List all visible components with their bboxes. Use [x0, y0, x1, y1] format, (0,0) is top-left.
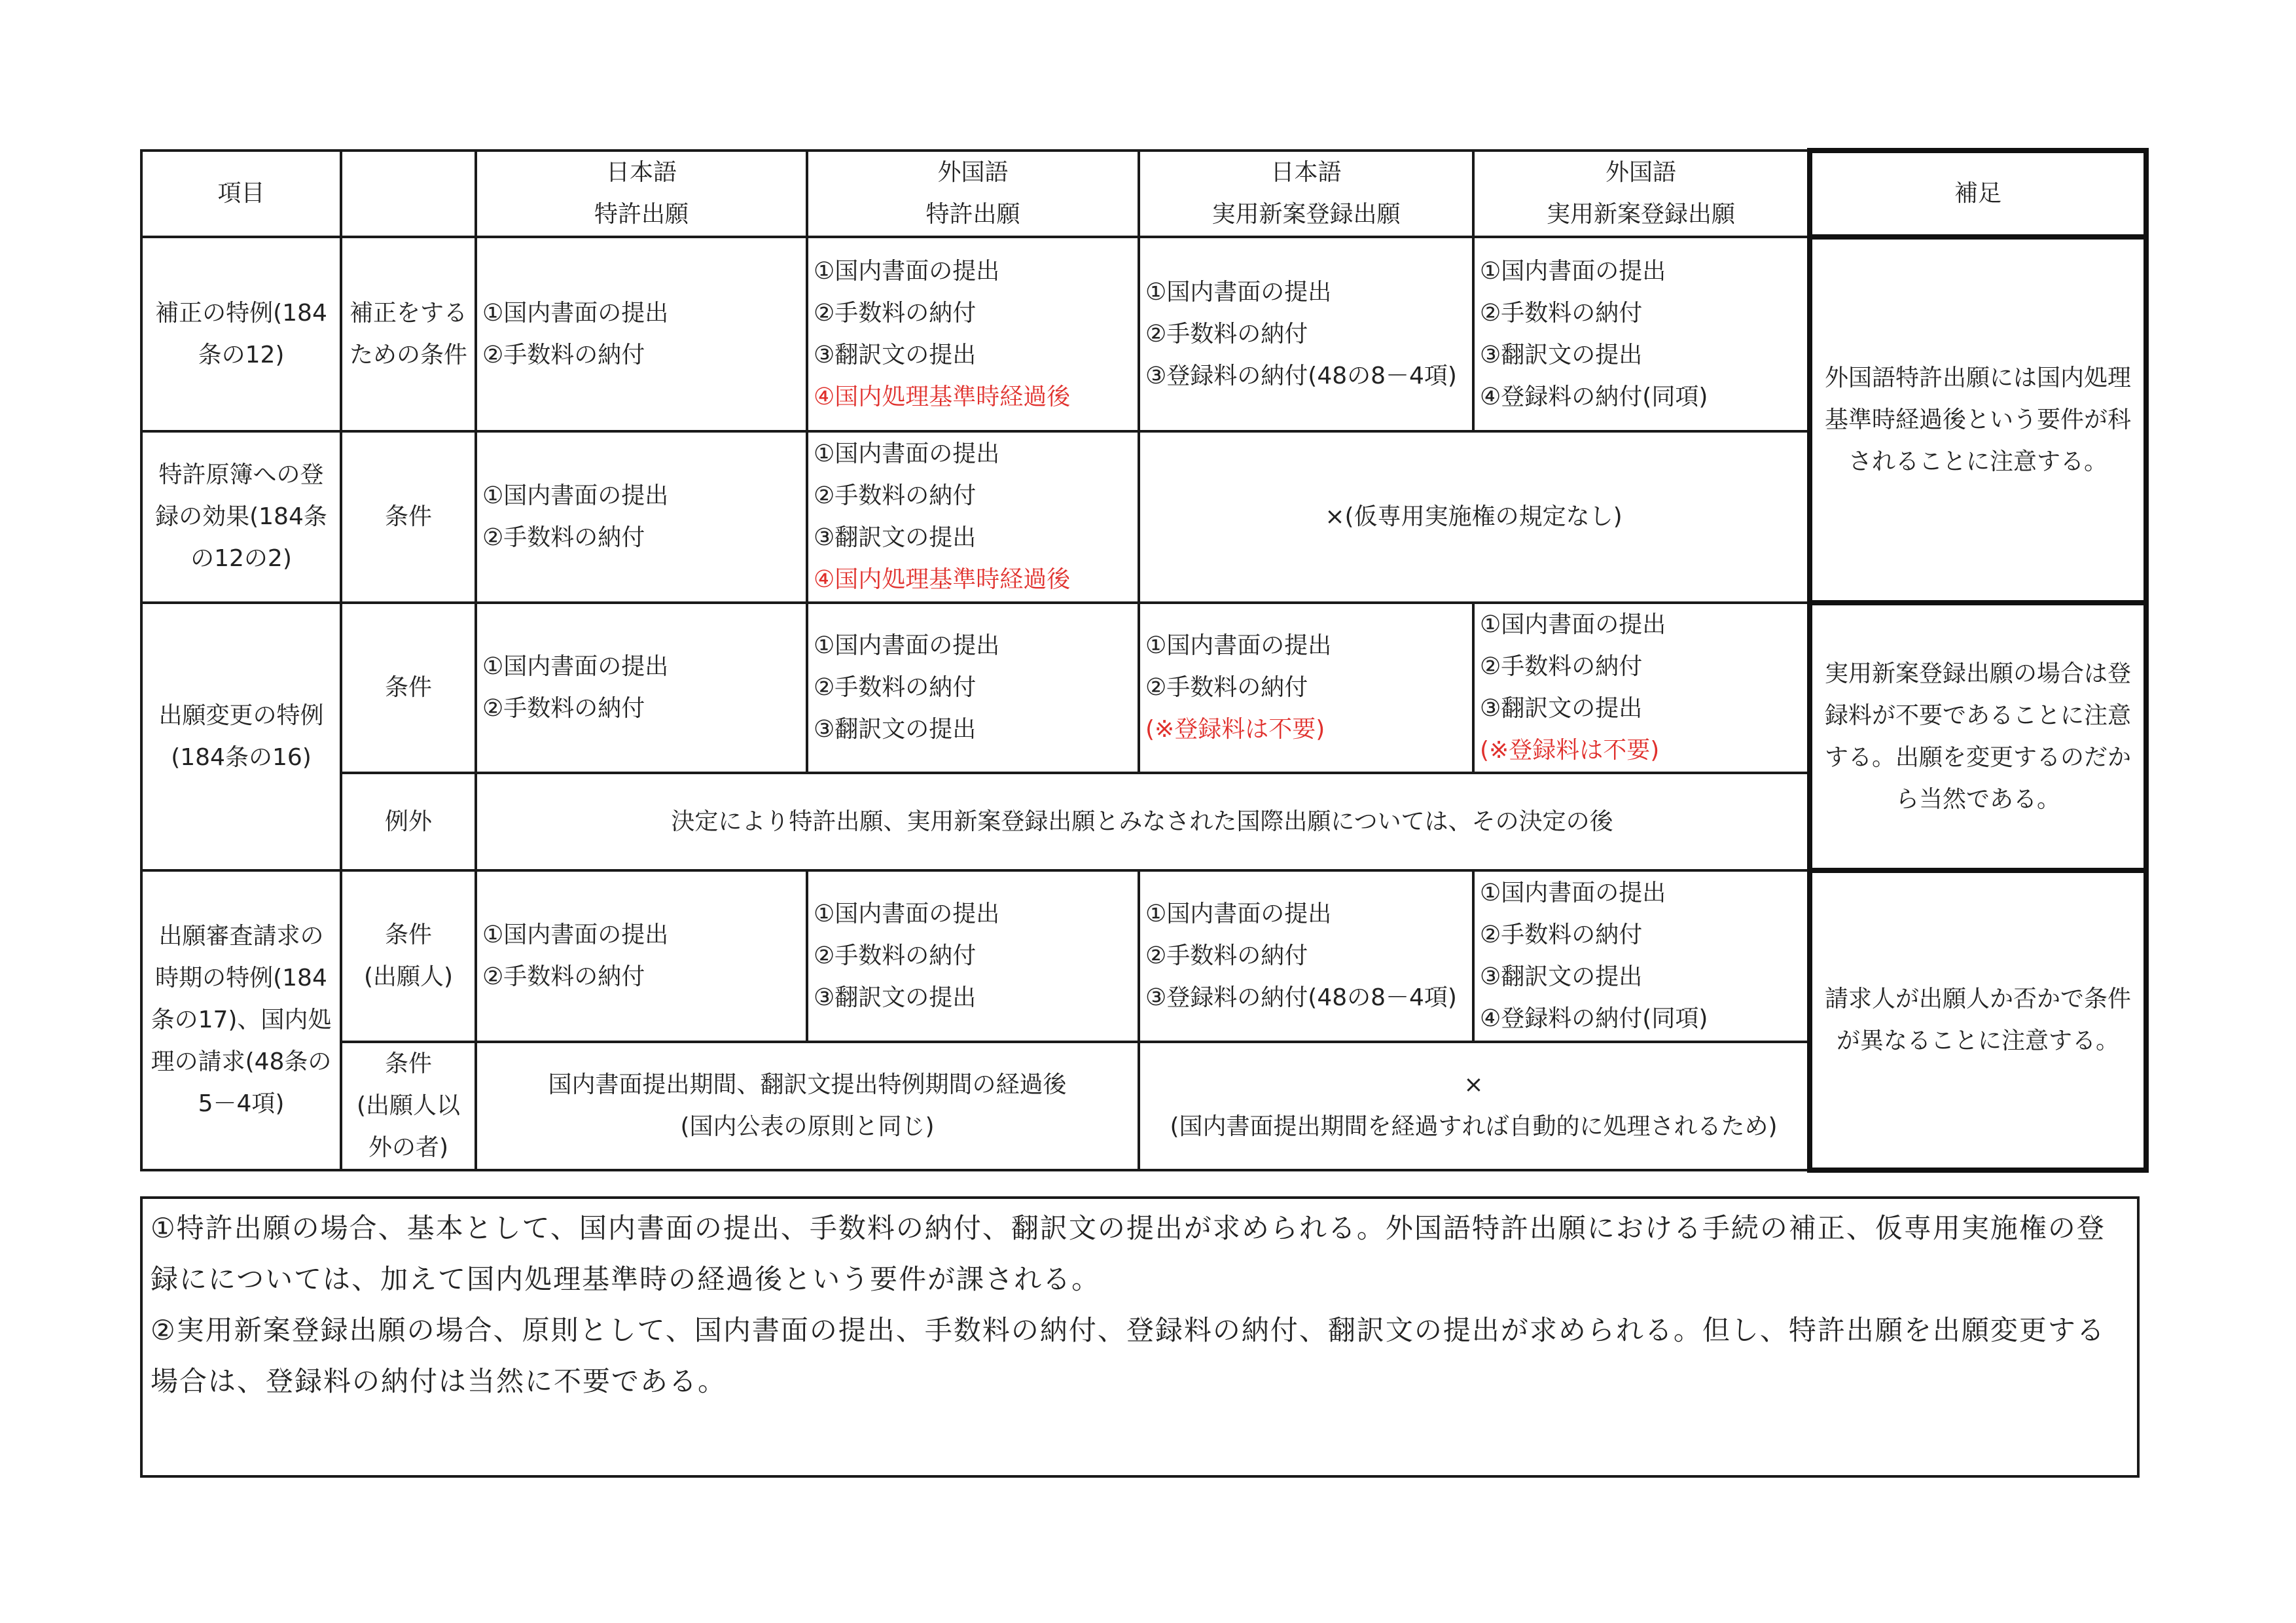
requirement-highlight: ④国内処理基準時経過後 — [814, 566, 1071, 593]
row4-sub: 条件 (出願人) — [341, 870, 476, 1042]
row3-fl-patent: ①国内書面の提出 ②手数料の納付 ③翻訳文の提出 — [807, 603, 1139, 773]
row1-fl-utility: ①国内書面の提出 ②手数料の納付 ③翻訳文の提出 ④登録料の納付(同項) — [1473, 237, 1810, 431]
requirement-highlight: ④国内処理基準時経過後 — [814, 383, 1071, 410]
requirement-highlight: (※登録料は不要) — [1480, 737, 1660, 764]
row4-item: 出願審査請求の時期の特例(184条の17)、国内処理の請求(48条の5－4項) — [141, 870, 341, 1170]
comparison-table — [140, 148, 2149, 1173]
header-fl-utility: 外国語 実用新案登録出願 — [1473, 151, 1810, 237]
row1-fl-patent: ①国内書面の提出 ②手数料の納付 ③翻訳文の提出 ④国内処理基準時経過後 — [807, 237, 1139, 431]
row3-jp-patent: ①国内書面の提出 ②手数料の納付 — [476, 603, 807, 773]
row-examination — [141, 870, 2146, 1042]
row3-fl-utility: ①国内書面の提出 ②手数料の納付 ③翻訳文の提出 (※登録料は不要) — [1473, 603, 1810, 773]
row4-fl-utility: ①国内書面の提出 ②手数料の納付 ③翻訳文の提出 ④登録料の納付(同項) — [1473, 870, 1810, 1042]
row1-item: 補正の特例(184条の12) — [141, 237, 341, 431]
row2-utility-merged: ×(仮専用実施権の規定なし) — [1139, 431, 1810, 603]
header-jp-patent: 日本語 特許出願 — [476, 151, 807, 237]
header-supplement: 補足 — [1810, 151, 2146, 237]
supplement-1: 外国語特許出願には国内処理基準時経過後という要件が科されることに注意する。 — [1810, 237, 2146, 603]
row3b-sub: 例外 — [341, 773, 476, 870]
row-amendment — [141, 237, 2146, 431]
row2-sub: 条件 — [341, 431, 476, 603]
row4-jp-patent: ①国内書面の提出 ②手数料の納付 — [476, 870, 807, 1042]
row4-jp-utility: ①国内書面の提出 ②手数料の納付 ③登録料の納付(48の8－4項) — [1139, 870, 1473, 1042]
row3b-merged: 決定により特許出願、実用新案登録出願とみなされた国際出願については、その決定の後 — [476, 773, 1810, 870]
supplement-2: 実用新案登録出願の場合は登録料が不要であることに注意する。出願を変更するのだから当然である。 — [1810, 603, 2146, 870]
row1-sub: 補正をするための条件 — [341, 237, 476, 431]
row3-sub: 条件 — [341, 603, 476, 773]
row3-jp-utility: ①国内書面の提出 ②手数料の納付 (※登録料は不要) — [1139, 603, 1473, 773]
note-2: ②実用新案登録出願の場合、原則として、国内書面の提出、手数料の納付、登録料の納付、翻訳文の提出が求められる。但し、特許出願を出願変更する場合は、登録料の納付は当然に不要である。 — [151, 1314, 2106, 1397]
row2-item: 特許原簿への登録の効果(184条の12の2) — [141, 431, 341, 603]
header-blank — [341, 151, 476, 237]
row4-fl-patent: ①国内書面の提出 ②手数料の納付 ③翻訳文の提出 — [807, 870, 1139, 1042]
row4b-utility-merged: × (国内書面提出期間を経過すれば自動的に処理されるため) — [1139, 1042, 1810, 1170]
row1-jp-patent: ①国内書面の提出 ②手数料の納付 — [476, 237, 807, 431]
header-jp-utility: 日本語 実用新案登録出願 — [1139, 151, 1473, 237]
row-conversion — [141, 603, 2146, 773]
header-row — [141, 151, 2146, 237]
row3-item: 出願変更の特例(184条の16) — [141, 603, 341, 870]
requirement-highlight: (※登録料は不要) — [1145, 716, 1325, 743]
header-item: 項目 — [141, 151, 341, 237]
supplement-3: 請求人が出願人か否かで条件が異なることに注意する。 — [1810, 870, 2146, 1170]
notes-box — [140, 1196, 2140, 1478]
row1-jp-utility: ①国内書面の提出 ②手数料の納付 ③登録料の納付(48の8－4項) — [1139, 237, 1473, 431]
header-fl-patent: 外国語 特許出願 — [807, 151, 1139, 237]
note-1: ①特許出願の場合、基本として、国内書面の提出、手数料の納付、翻訳文の提出が求められる。外国語特許出願における手続の補正、仮専用実施権の登録にについては、加えて国内処理基準時の経過後という要件が課される。 — [151, 1212, 2106, 1295]
row2-fl-patent: ①国内書面の提出 ②手数料の納付 ③翻訳文の提出 ④国内処理基準時経過後 — [807, 431, 1139, 603]
row2-jp-patent: ①国内書面の提出 ②手数料の納付 — [476, 431, 807, 603]
row4b-sub: 条件 (出願人以 外の者) — [341, 1042, 476, 1170]
row4b-patent-merged: 国内書面提出期間、翻訳文提出特例期間の経過後 (国内公表の原則と同じ) — [476, 1042, 1139, 1170]
